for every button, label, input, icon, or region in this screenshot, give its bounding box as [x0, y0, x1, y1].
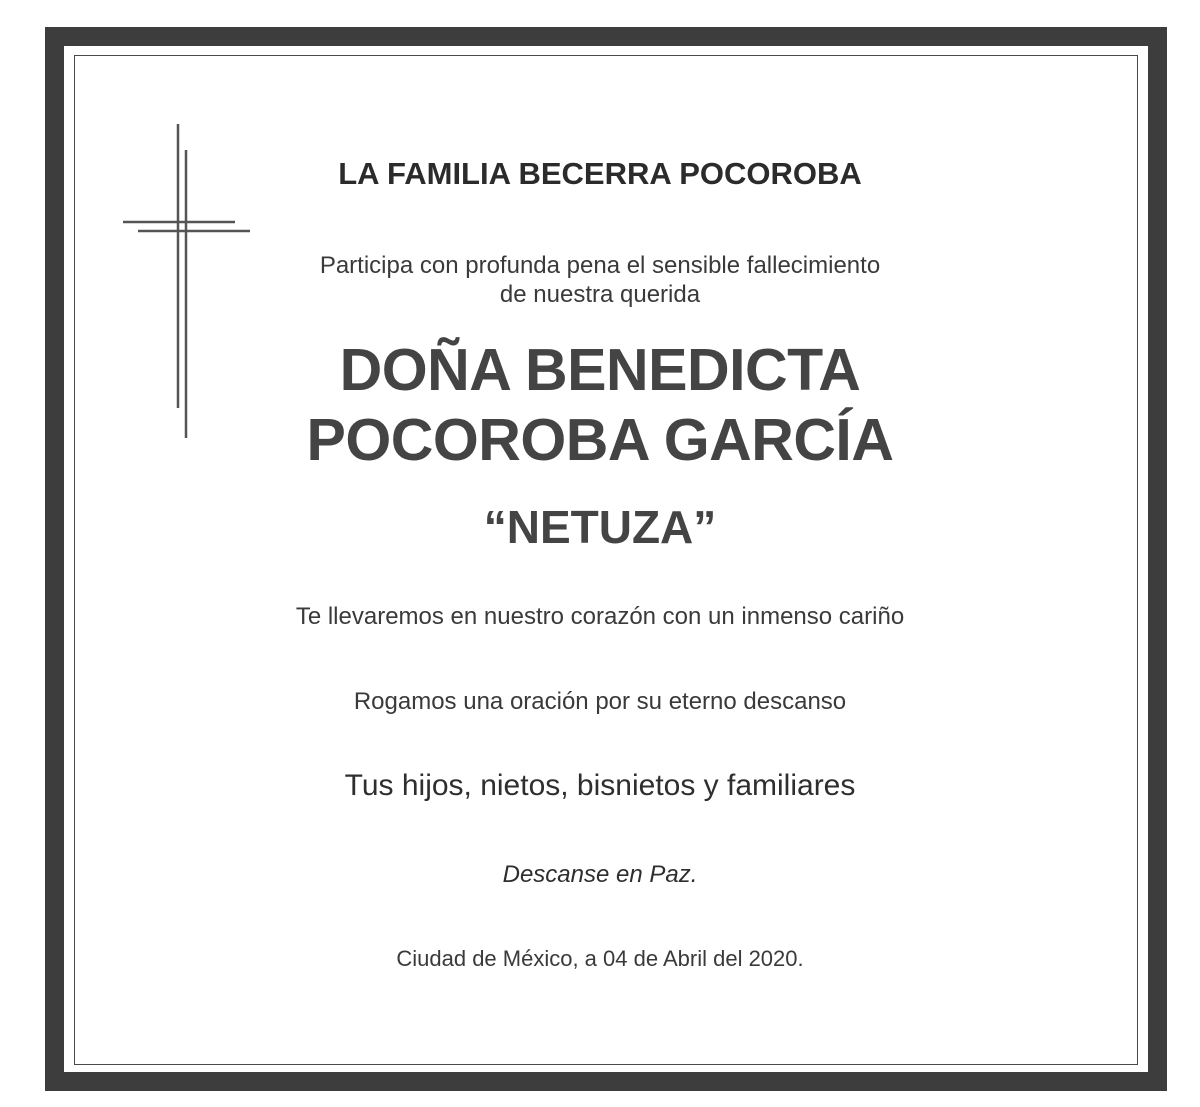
- deceased-name: [0, 335, 1200, 475]
- intro-line-2: de nuestra querida: [499, 281, 701, 308]
- deceased-name-line-1: DOÑA BENEDICTA: [339, 337, 861, 403]
- family-heading: LA FAMILIA BECERRA POCOROBA: [338, 156, 862, 191]
- remembrance-message: Te llevaremos en nuestro corazón con un inmenso cariño: [295, 603, 905, 630]
- deceased-nickname: “NETUZA”: [483, 501, 717, 553]
- prayer-request: Rogamos una oración por su eterno descanso: [353, 688, 847, 715]
- signers-line: Tus hijos, nietos, bisnietos y familiares: [344, 769, 856, 802]
- place-and-date: Ciudad de México, a 04 de Abril del 2020.: [396, 946, 804, 971]
- deceased-name-line-2: POCOROBA GARCÍA: [306, 407, 894, 473]
- rest-in-peace-text: Descanse en Paz.: [502, 861, 698, 888]
- announcement-intro: [0, 251, 1200, 309]
- intro-line-1: Participa con profunda pena el sensible fallecimiento: [319, 252, 881, 279]
